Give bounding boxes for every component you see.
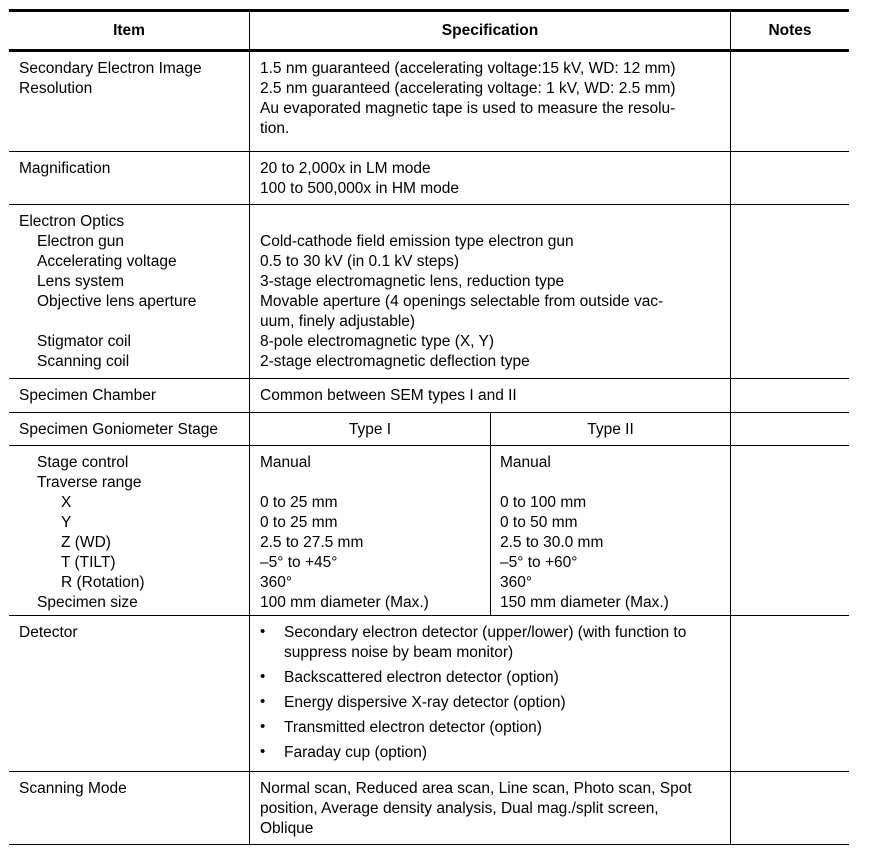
item-subtext xyxy=(19,312,249,332)
type2-value xyxy=(500,473,730,493)
type2-label: Type II xyxy=(587,421,634,438)
item-cell xyxy=(9,52,249,151)
type1-value: 360° xyxy=(260,574,293,591)
item-text: Scanning Mode xyxy=(19,780,127,797)
type2-cell xyxy=(490,446,730,615)
item-subtext: Electron gun xyxy=(37,233,125,250)
table-row-goniometer-stage xyxy=(9,413,849,446)
spec-cell xyxy=(249,379,730,412)
header-specification xyxy=(249,12,730,49)
spec-text: position, Average density analysis, Dual mag./split screen, xyxy=(260,800,659,817)
item-cell xyxy=(9,413,249,445)
notes-cell xyxy=(730,152,849,204)
item-cell xyxy=(9,616,249,771)
bullet-icon: • xyxy=(260,718,266,735)
item-cell xyxy=(9,379,249,412)
bullet-list-item xyxy=(260,623,730,663)
item-cell xyxy=(9,446,249,615)
item-subtext: X xyxy=(61,494,72,511)
item-cell xyxy=(9,772,249,844)
type1-value xyxy=(260,473,490,493)
type2-value: 0 to 50 mm xyxy=(500,514,578,531)
spec-text: 3-stage electromagnetic lens, reduction type xyxy=(260,273,565,290)
bullet-text: Transmitted electron detector (option) xyxy=(284,719,542,736)
notes-cell xyxy=(730,446,849,615)
item-text: Specimen Chamber xyxy=(19,387,156,404)
notes-cell xyxy=(730,616,849,771)
item-text: Secondary Electron Image xyxy=(19,60,202,77)
bullet-icon: • xyxy=(260,668,266,685)
spec-text: tion. xyxy=(260,120,290,137)
item-subtext: Scanning coil xyxy=(37,353,130,370)
item-subtext: R (Rotation) xyxy=(61,574,145,591)
type1-value: Manual xyxy=(260,454,311,471)
bullet-text: Faraday cup (option) xyxy=(284,744,428,761)
item-cell xyxy=(9,205,249,378)
spec-text: 20 to 2,000x in LM mode xyxy=(260,160,431,177)
type1-value: 0 to 25 mm xyxy=(260,494,338,511)
item-subtext: Y xyxy=(61,514,72,531)
table-row-resolution xyxy=(9,52,849,152)
table-row-specimen-chamber xyxy=(9,379,849,413)
spec-text xyxy=(260,212,730,232)
spec-cell xyxy=(249,52,730,151)
table-row-electron-optics xyxy=(9,205,849,379)
item-subtext: Z (WD) xyxy=(61,534,111,551)
bullet-text: Backscattered electron detector (option) xyxy=(284,669,559,686)
spec-text: Oblique xyxy=(260,820,314,837)
spec-text: 1.5 nm guaranteed (accelerating voltage:15 kV, WD: 12 mm) xyxy=(260,60,676,77)
type1-value: 2.5 to 27.5 mm xyxy=(260,534,364,551)
item-subtext: Specimen size xyxy=(37,594,138,611)
type2-value: Manual xyxy=(500,454,551,471)
type2-header-cell xyxy=(490,413,730,445)
item-subtext: Stage control xyxy=(37,454,129,471)
table-row-scanning-mode xyxy=(9,772,849,845)
type1-cell xyxy=(249,446,490,615)
item-subtext: Traverse range xyxy=(37,474,142,491)
header-notes-label: Notes xyxy=(768,22,812,39)
type1-value: 0 to 25 mm xyxy=(260,514,338,531)
spec-cell xyxy=(249,205,730,378)
table-header-row xyxy=(9,12,849,49)
bullet-icon: • xyxy=(260,693,266,710)
spec-cell xyxy=(249,616,730,771)
spec-text: Movable aperture (4 openings selectable from outside vac- xyxy=(260,293,664,310)
item-subtext: Objective lens aperture xyxy=(37,293,197,310)
spec-text: 2.5 nm guaranteed (accelerating voltage: 1 kV, WD: 2.5 mm) xyxy=(260,80,676,97)
type1-label: Type I xyxy=(348,421,392,438)
spec-text: Normal scan, Reduced area scan, Line scan, Photo scan, Spot xyxy=(260,780,692,797)
notes-cell xyxy=(730,772,849,844)
spec-text: 100 to 500,000x in HM mode xyxy=(260,180,460,197)
type2-value: 0 to 100 mm xyxy=(500,494,587,511)
bullet-text: Secondary electron detector (upper/lower) (with function to xyxy=(284,624,687,641)
notes-cell xyxy=(730,379,849,412)
bullet-text: Energy dispersive X-ray detector (option) xyxy=(284,694,566,711)
spec-text: 8-pole electromagnetic type (X, Y) xyxy=(260,333,495,350)
item-text: Resolution xyxy=(19,80,93,97)
spec-cell xyxy=(249,772,730,844)
type2-value: 360° xyxy=(500,574,533,591)
spec-text: Cold-cathode field emission type electron gun xyxy=(260,233,574,250)
bullet-list-item xyxy=(260,693,730,713)
header-item-label: Item xyxy=(113,22,145,39)
item-subtext: Stigmator coil xyxy=(37,333,131,350)
table-row-magnification xyxy=(9,152,849,205)
spec-text: 0.5 to 30 kV (in 0.1 kV steps) xyxy=(260,253,460,270)
item-text: Specimen Goniometer Stage xyxy=(19,421,219,438)
item-text: Magnification xyxy=(19,160,111,177)
item-cell xyxy=(9,152,249,204)
item-subtext: Lens system xyxy=(37,273,125,290)
item-subtext: Accelerating voltage xyxy=(37,253,177,270)
item-subtext: T (TILT) xyxy=(61,554,116,571)
notes-cell xyxy=(730,413,849,445)
bullet-icon: • xyxy=(260,623,266,640)
bullet-list-item xyxy=(260,743,730,763)
spec-text: Au evaporated magnetic tape is used to measure the resolu- xyxy=(260,100,676,117)
item-text: Detector xyxy=(19,624,78,641)
notes-cell xyxy=(730,52,849,151)
bullet-text: suppress noise by beam monitor) xyxy=(284,644,514,661)
type1-value: –5° to +45° xyxy=(260,554,338,571)
spec-text: uum, finely adjustable) xyxy=(260,313,416,330)
table-row-detector xyxy=(9,616,849,772)
header-specification-label: Specification xyxy=(441,22,539,39)
table-row-stage-details xyxy=(9,446,849,616)
notes-cell xyxy=(730,205,849,378)
spec-text: 2-stage electromagnetic deflection type xyxy=(260,353,530,370)
bullet-icon: • xyxy=(260,743,266,760)
item-text: Electron Optics xyxy=(19,213,125,230)
type2-value: 2.5 to 30.0 mm xyxy=(500,534,604,551)
type1-value: 100 mm diameter (Max.) xyxy=(260,594,429,611)
bullet-list-item xyxy=(260,668,730,688)
spec-cell xyxy=(249,152,730,204)
header-notes xyxy=(730,12,849,49)
type2-value: 150 mm diameter (Max.) xyxy=(500,594,669,611)
header-item xyxy=(9,12,249,49)
spec-text: Common between SEM types I and II xyxy=(260,387,517,404)
type1-header-cell xyxy=(249,413,490,445)
type2-value: –5° to +60° xyxy=(500,554,578,571)
bullet-list-item xyxy=(260,718,730,738)
